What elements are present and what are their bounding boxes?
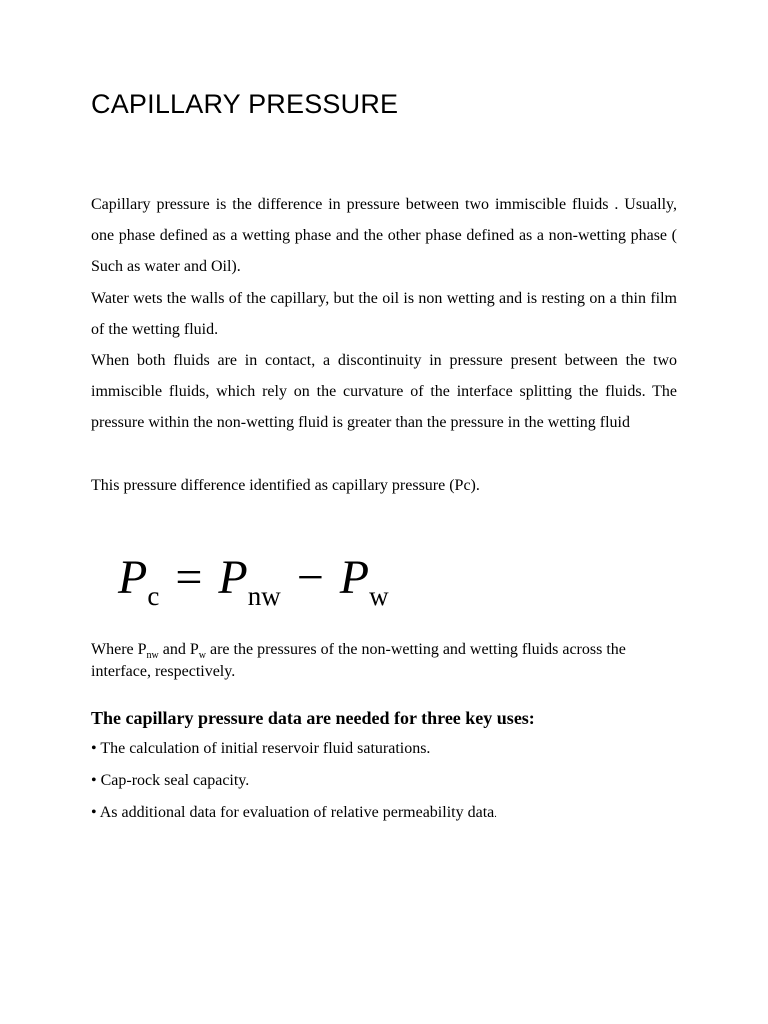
paragraph-discontinuity: When both fluids are in contact, a discontinuity in pressure present between the two immiscible fluids, which rely on the curvature of the interface splitting the fluids. The pressure within the non-wetting fluid is greater than the pressure in the wetting fluid [91,352,677,431]
formula-lhs-subscript: c [147,581,160,611]
formula-term1-subscript: nw [247,581,281,611]
where-mid: and P [158,641,199,658]
uses-list-item: • Cap-rock seal capacity. [91,772,250,789]
formula-minus-sign: − [296,551,324,604]
uses-item-3-text: • As additional data for evaluation of relative permeability data [91,804,495,821]
uses-list-item [91,804,497,822]
formula-term2-symbol: P [339,551,370,604]
formula-lhs-symbol: P [118,551,148,604]
capillary-pressure-formula [118,548,389,614]
formula-explanation [91,639,677,683]
formula-term1-symbol: P [218,551,248,604]
page-title: CAPILLARY PRESSURE [91,89,399,119]
formula-term2-subscript: w [369,581,389,611]
where-subscript-nw: nw [146,650,159,662]
formula-equals-sign: = [175,551,203,604]
paragraph-definition: Capillary pressure is the difference in pressure between two immiscible fluids . Usually, one phase defined as a wetting phase and the other phase defined as a non-wetting phase ( Such as water and Oil). [91,196,677,275]
where-lead: Where P [91,641,147,658]
uses-heading: The capillary pressure data are needed for three key uses: [91,708,535,728]
paragraph-water-wets: Water wets the walls of the capillary, but the oil is non wetting and is resting on a thin film of the wetting fluid. [91,290,677,338]
uses-list-item: • The calculation of initial reservoir fluid saturations. [91,740,431,757]
uses-item-3-period: . [494,809,497,820]
where-tail: are the pressures of the non-wetting and wetting fluids across the interface, respectively. [91,641,626,680]
paragraph-identified: This pressure difference identified as capillary pressure (Pc). [91,477,480,494]
where-subscript-w: w [198,650,206,662]
